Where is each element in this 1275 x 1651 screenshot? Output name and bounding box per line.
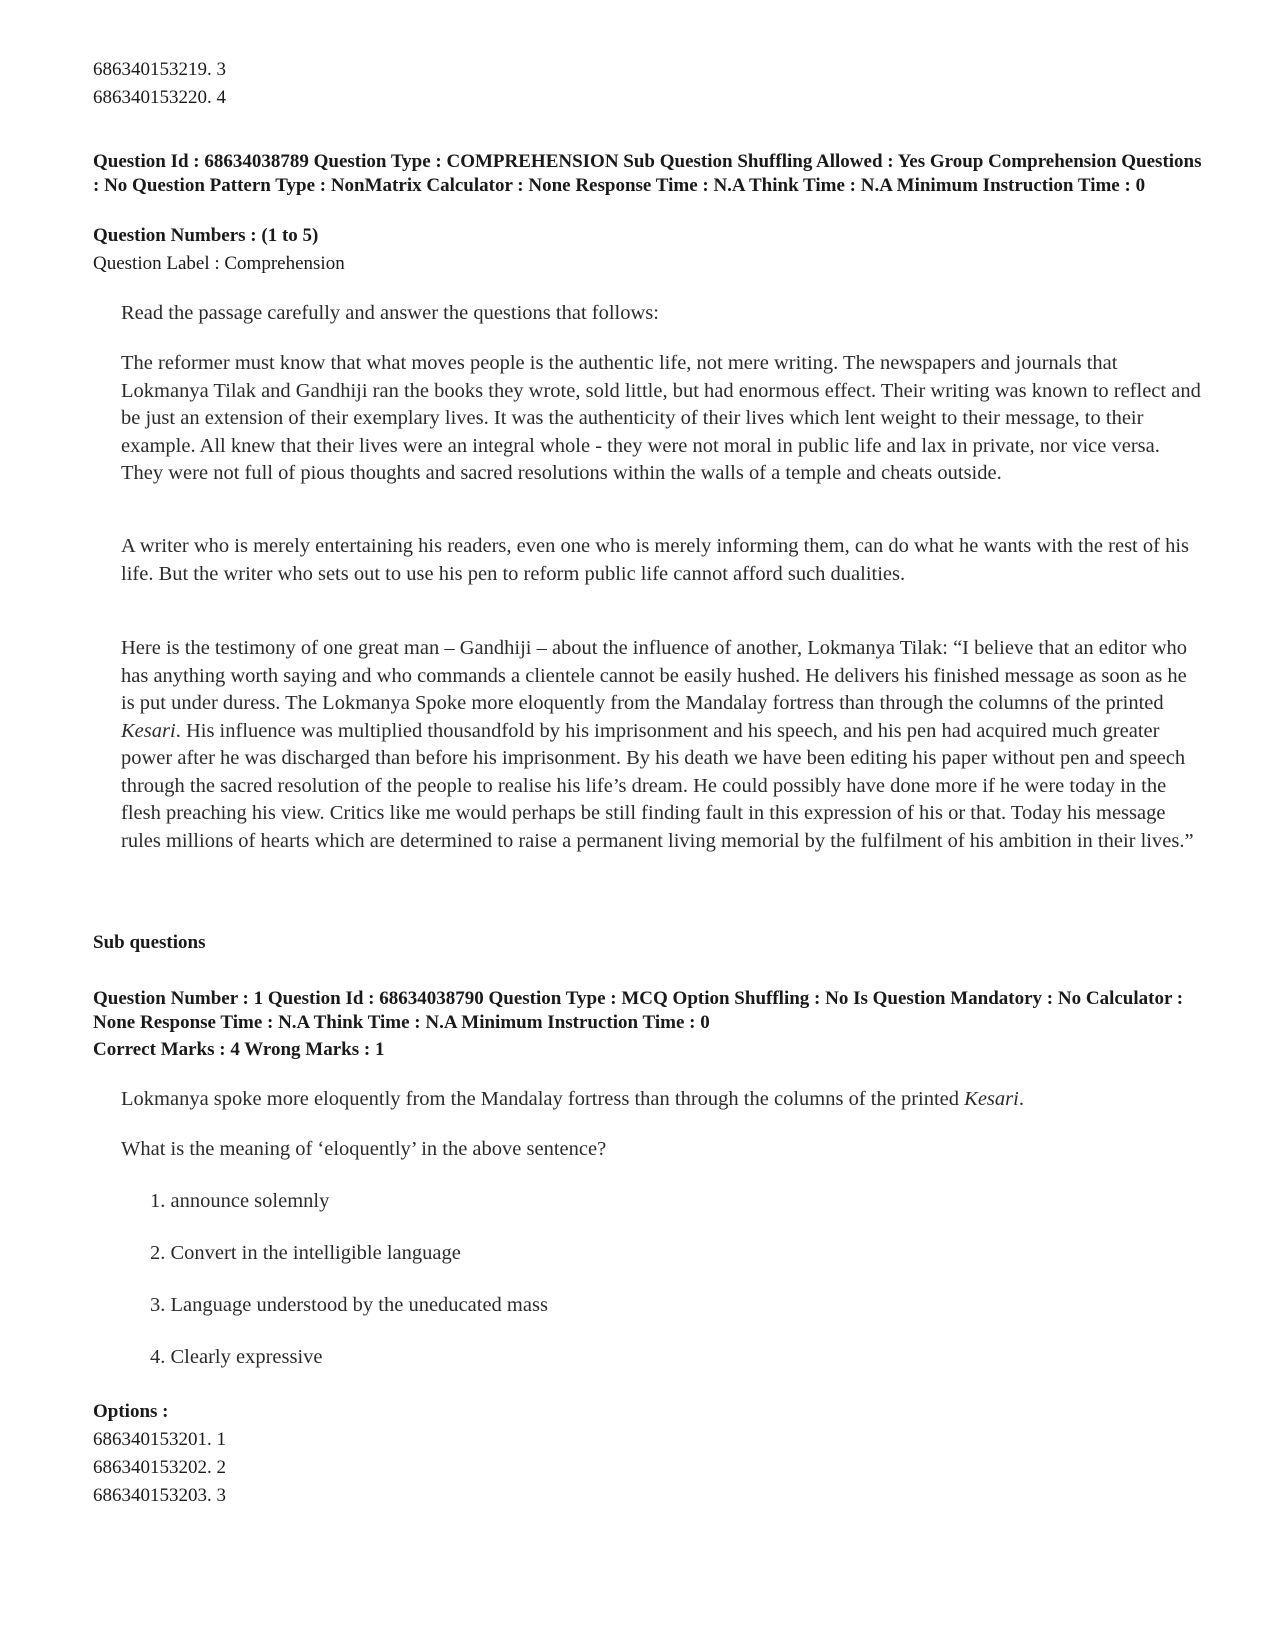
comprehension-meta: Question Id : 68634038789 Question Type : COMPREHENSION Sub Question Shuffling Allowed : Yes Group Comprehension Questions : No Question Pattern Type : NonMatrix Calculator : None Response Time : N.A Think Time : N.A Minimum Instruction Time : 0 bbox=[93, 151, 1202, 196]
passage-text: Here is the testimony of one great man – Gandhiji – about the influence of another, Lokmanya Tilak: “I believe that an editor who has anything worth saying and who commands a clientele cannot be easily hushed. He delivers his finished message as soon as he is put under duress. The Lokmanya Spoke more eloquently from the Mandalay fortress than through the columns of the printed bbox=[121, 637, 1188, 714]
question-1-sentence bbox=[121, 1086, 1024, 1113]
option-id-line: 686340153219. 3 bbox=[93, 59, 226, 80]
question-numbers: Question Numbers : (1 to 5) bbox=[93, 225, 319, 246]
question-1-prompt: What is the meaning of ‘eloquently’ in the above sentence? bbox=[121, 1138, 607, 1160]
passage-text: . His influence was multiplied thousandfold by his imprisonment and his speech, and his pen had acquired much greater power after he was discharged than before his imprisonment. By his death we have been editing his paper without pen and speech through the sacred resolution of the people to realise his life’s dream. He could possibly have done more if he were today in the flesh preaching his view. Critics like me would perhaps be still finding fault in this expression of his or that. Today his message rules millions of hearts which are determined to raise a permanent living memorial by the fulfilment of his ambition in their lives.” bbox=[121, 719, 1194, 852]
option-id-line: 686340153201. 1 bbox=[93, 1429, 226, 1450]
option-id-line: 686340153202. 2 bbox=[93, 1457, 226, 1478]
question-1-marks: Correct Marks : 4 Wrong Marks : 1 bbox=[93, 1039, 385, 1060]
passage-paragraph-1 bbox=[121, 350, 1201, 488]
answer-choice: 1. announce solemnly bbox=[150, 1190, 330, 1212]
sentence-text: . bbox=[1018, 1088, 1024, 1110]
answer-choice: 3. Language understood by the uneducated mass bbox=[150, 1294, 548, 1316]
option-id-line: 686340153203. 3 bbox=[93, 1485, 226, 1506]
passage-paragraph-2 bbox=[121, 533, 1201, 588]
question-1-meta: Question Number : 1 Question Id : 68634038790 Question Type : MCQ Option Shuffling : No Is Question Mandatory : No Calculator : None Response Time : N.A Think Time : N.A Minimum Instruction Time : 0 bbox=[93, 988, 1184, 1033]
option-id-line: 686340153220. 4 bbox=[93, 87, 226, 108]
kesari-title: Kesari bbox=[121, 719, 176, 742]
passage-paragraph-3 bbox=[121, 635, 1201, 855]
question-label: Question Label : Comprehension bbox=[93, 253, 345, 274]
passage-paragraph-2-text: A writer who is merely entertaining his readers, even one who is merely informing them, can do what he wants with the rest of his life. But the writer who sets out to use his pen to reform public life cannot afford such dualities. bbox=[121, 535, 1190, 585]
passage-paragraph-3-text bbox=[121, 635, 1201, 855]
kesari-title: Kesari bbox=[964, 1088, 1019, 1110]
options-heading: Options : bbox=[93, 1401, 169, 1422]
passage-intro-text: Read the passage carefully and answer the questions that follows: bbox=[121, 302, 659, 324]
sentence-text: Lokmanya spoke more eloquently from the Mandalay fortress than through the columns of the printed bbox=[121, 1088, 965, 1110]
answer-choice: 2. Convert in the intelligible language bbox=[150, 1242, 461, 1264]
passage-paragraph-1-text: The reformer must know that what moves people is the authentic life, not mere writing. The newspapers and journals that Lokmanya Tilak and Gandhiji ran the books they wrote, sold little, but had enormous effect. Their writing was known to reflect and be just an extension of their exemplary lives. It was the authenticity of their lives which lent weight to their message, to their example. All knew that their lives were an integral whole - they were not moral in public life and lax in private, nor vice versa. They were not full of pious thoughts and sacred resolutions within the walls of a temple and cheats outside. bbox=[121, 352, 1201, 484]
passage-intro bbox=[121, 300, 1201, 328]
sub-questions-heading: Sub questions bbox=[93, 932, 206, 953]
answer-choice: 4. Clearly expressive bbox=[150, 1346, 323, 1368]
